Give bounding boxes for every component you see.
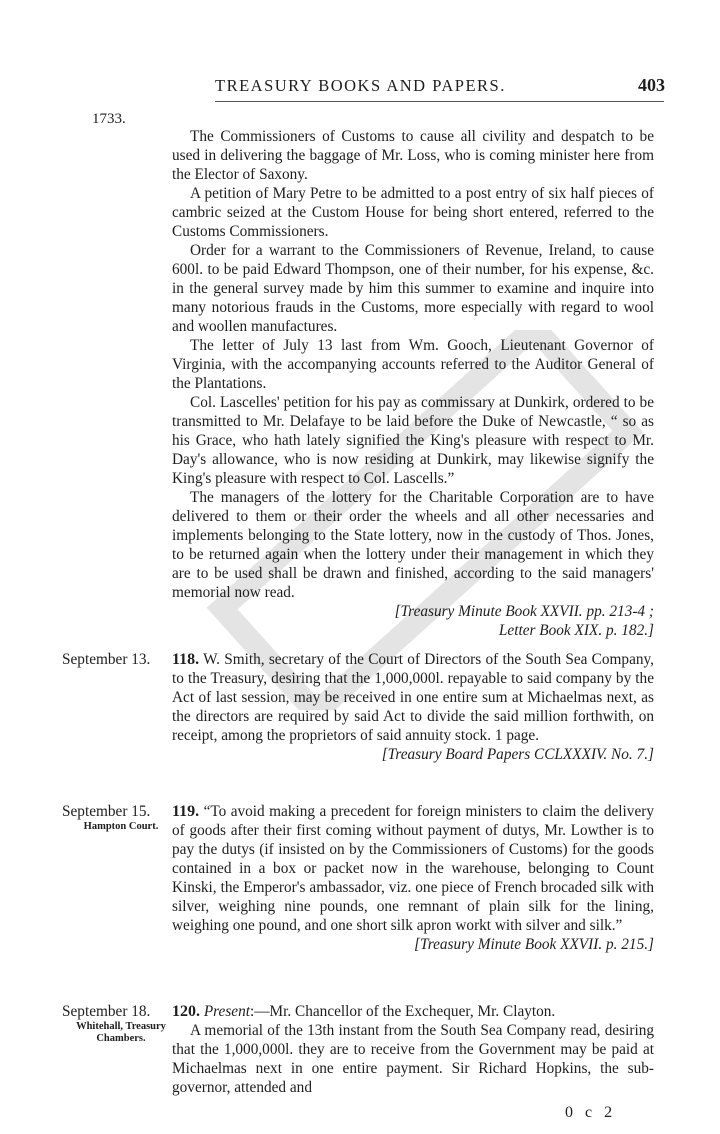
citation: Letter Book XIX. p. 182.] xyxy=(498,622,654,639)
present-text: :—Mr. Chancellor of the Exchequer, Mr. Clayton. xyxy=(250,1003,556,1020)
page-header xyxy=(0,70,720,102)
signature-mark: 0 c 2 xyxy=(565,1104,617,1121)
page-number: 403 xyxy=(638,75,665,95)
entry-date: September 18. xyxy=(62,1003,151,1020)
entry-text: “To avoid making a precedent for foreign ministers to claim the delivery of goods after their first coming without payment of dutys, Mr. Lowther is to pay the dutys (if insisted on by the Commissioners of Customs) for the goods contained in a box or packet now in the warehouse, belonging to Count Kinski, the Emperor's ambassador, viz. one piece of French brocaded silk with silver, weighing nine pounds, one remnant of plain silk for the lining, weighing one pound, and one short silk apron workt with silver and silk.” xyxy=(172,803,654,934)
entry-date: September 15. xyxy=(62,803,151,820)
citation: [Treasury Minute Book XXVII. p. 215.] xyxy=(414,936,654,953)
entry-number: 118. xyxy=(172,651,200,668)
entry-number: 120. xyxy=(172,1003,200,1020)
entry-text: A memorial of the 13th instant from the South Sea Company read, desiring that the 1,000,000l. they are to receive from the Government may be paid at Michaelmas next in one entire payment. Sir Richard Hopkins, the sub-governor, attended and xyxy=(172,1022,654,1096)
paragraph: Col. Lascelles' petition for his pay as commissary at Dunkirk, ordered to be transmitted to Mr. Delafaye to be laid before the Duke of Newcastle, “ so as his Grace, who hath lately signified the King's pleasure with respect to Mr. Day's allowance, who is now residing at Dunkirk, may likewise signify the King's pleasure with respect to Col. Lascells.” xyxy=(172,394,654,487)
paragraph: Order for a warrant to the Commissioners of Revenue, Ireland, to cause 600l. to be paid Edward Thompson, one of their number, for his expense, &c. in the general survey made by him this summer to examine and inquire into many notorious frauds in the Customs, more especially with regard to wool and woollen manufactures. xyxy=(172,242,654,335)
running-title: TREASURY BOOKS AND PAPERS. xyxy=(215,76,506,95)
entry-place: Whitehall, Treasury Chambers. xyxy=(76,1021,166,1044)
header-rule xyxy=(215,101,664,102)
paragraph: A petition of Mary Petre to be admitted to a post entry of six half pieces of cambric seized at the Custom House for being short entered, referred to the Customs Commissioners. xyxy=(172,185,654,240)
entry-body xyxy=(172,650,654,764)
entry-body xyxy=(172,1002,654,1097)
entry-number: 119. xyxy=(172,803,200,820)
entry-date: September 13. xyxy=(62,651,151,668)
citation: [Treasury Board Papers CCLXXXIV. No. 7.] xyxy=(381,746,654,763)
continued-entry xyxy=(172,127,654,640)
entry-body xyxy=(172,802,654,954)
citation: [Treasury Minute Book XXVII. pp. 213-4 ; xyxy=(394,603,654,620)
entry-text: W. Smith, secretary of the Court of Directors of the South Sea Company, to the Treasury, desiring that the 1,000,000l. repayable to said company by the Act of last session, may be received in one entire sum at Michaelmas next, as the directors are required by said Act to divide the said million forthwith, on receipt, among the proprietors of said annuity stock. 1 page. xyxy=(172,651,654,744)
paragraph: The managers of the lottery for the Charitable Corporation are to have delivered to them or their order the wheels and all other necessaries and implements belonging to the State lottery, now in the custody of Thos. Jones, to be returned again when the lottery under their management in which they are to be used shall be drawn and finished, according to the said managers' memorial now read. xyxy=(172,489,654,601)
paragraph: The Commissioners of Customs to cause all civility and despatch to be used in delivering the baggage of Mr. Loss, who is coming minister here from the Elector of Saxony. xyxy=(172,128,654,183)
paragraph: The letter of July 13 last from Wm. Gooch, Lieutenant Governor of Virginia, with the accompanying accounts referred to the Auditor General of the Plantations. xyxy=(172,337,654,392)
entry-place: Hampton Court. xyxy=(83,821,159,832)
year-marker: 1733. xyxy=(92,111,126,127)
present-label: Present xyxy=(203,1003,250,1020)
